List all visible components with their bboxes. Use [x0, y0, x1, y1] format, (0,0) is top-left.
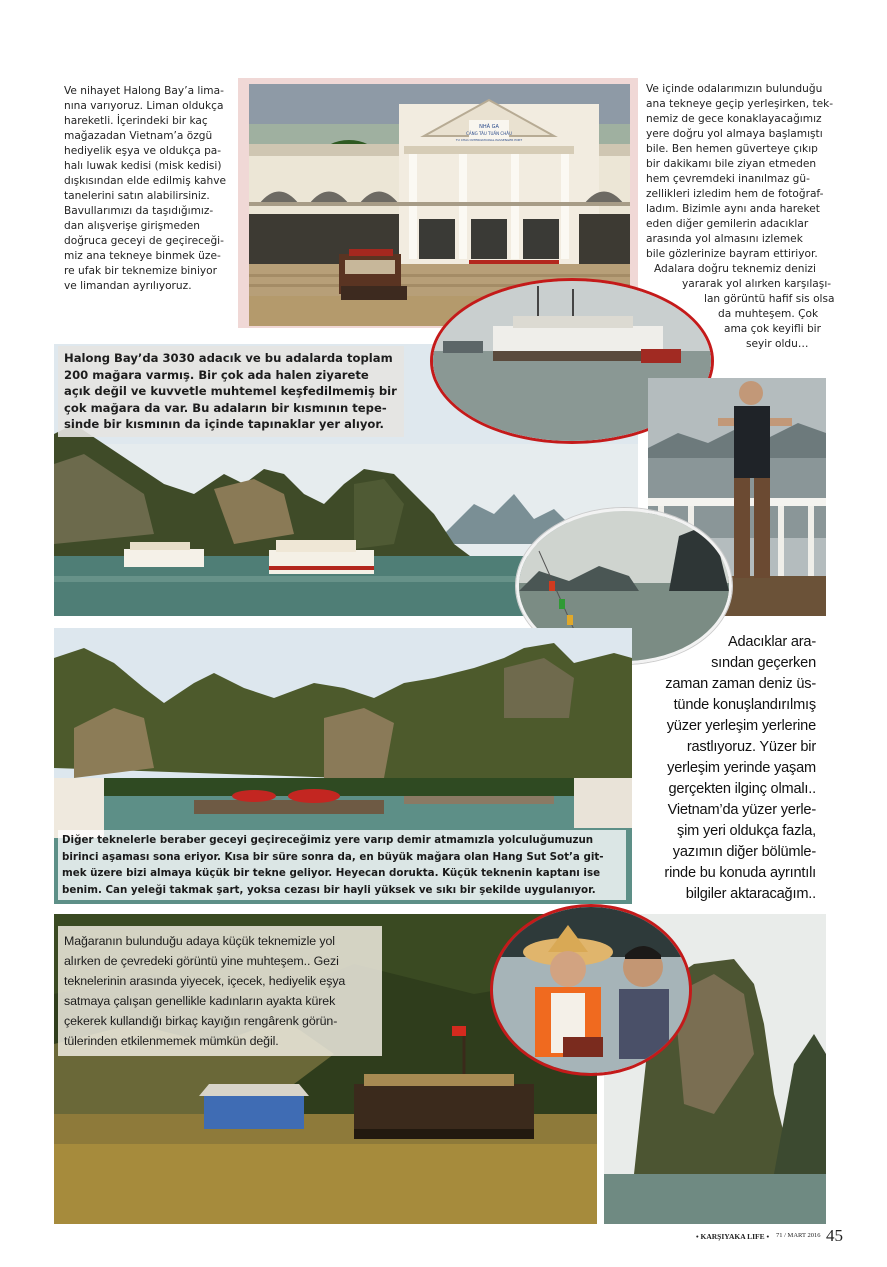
caption-line: sinde bir kısmının da içinde tapınaklar yer alıyor.: [64, 417, 384, 431]
caption-line: çekerek kullandığı birkaç kayığın rengârenk görün-: [64, 1014, 338, 1028]
caption-line: çok mağara da var. Bu adaların bir kısmının tepe-: [64, 400, 387, 415]
islands-caption: [58, 346, 404, 437]
magazine-name: • KARŞIYAKA LIFE •: [696, 1232, 770, 1241]
text-line: zellikleri izledim hem de fotoğraf-: [646, 188, 824, 200]
page-number: 45: [826, 1226, 843, 1245]
text-line: bilgiler aktaracağım..: [685, 886, 816, 902]
caption-line: 200 mağara varmış. Bir çok ada halen ziyarete: [64, 367, 369, 382]
text-line: ana tekneye geçip yerleşirken, tek-: [646, 98, 834, 110]
text-line: ve limandan ayrılıyoruz.: [64, 280, 192, 292]
text-line: eden diğer gemilerin adacıklar: [646, 218, 809, 230]
text-line: yazımın diğer bölümle-: [672, 844, 816, 860]
text-line: yere doğru yol almaya başlamıştı: [646, 128, 823, 140]
text-line: seyir oldu…: [746, 338, 809, 350]
caption-line: benim. Can yeleği takmak şart, yoksa cezası bir hayli yüksek ve sıkı bir şekilde uygulanıyor.: [62, 883, 596, 896]
caption-line: açık değil ve kuvvetle muhtemel keşfedilmemiş bir: [64, 384, 397, 398]
text-line: Ve nihayet Halong Bay’a lima-: [64, 85, 224, 97]
text-line: ladım. Bizimle aynı anda hareket: [646, 203, 820, 215]
caption-line: birinci aşaması sona eriyor. Kısa bir süre sonra da, en büyük mağara olan Hang Sut Sot’a git-: [62, 850, 604, 863]
text-line: yerleşim yerinde yaşam: [667, 760, 816, 776]
intro-text-left: [64, 84, 244, 294]
text-line: zaman zaman deniz üs-: [665, 676, 816, 692]
text-line: rastlıyoruz. Yüzer bir: [686, 739, 816, 755]
port-sign-line2: CẢNG TÀU TUẦN CHÂU: [466, 131, 512, 136]
text-line: nemiz de gece konaklayacağımız: [646, 113, 822, 125]
caption-line: tülerinden etkilenmemek mümkün değil.: [64, 1034, 279, 1048]
text-line: lan görüntü hafif sis olsa: [704, 293, 835, 305]
caption-line: satmaya çalışan genellikle kadınların ayakta kürek: [64, 994, 336, 1008]
text-line: da muhteşem. Çok: [718, 308, 819, 320]
caption-line: Halong Bay’da 3030 adacık ve bu adalarda toplam: [64, 351, 393, 365]
port-sign-line1: NHÀ GA: [479, 124, 499, 130]
text-line: Adalara doğru teknemiz denizi: [654, 263, 816, 275]
text-line: tünde konuşlandırılmış: [673, 697, 816, 713]
text-line: rinde bu konuda ayrıntılı: [664, 865, 816, 881]
text-line: gerçekten ilginç olmalı..: [668, 781, 816, 797]
caption-line: teknelerinin arasında yiyecek, içecek, hediyelik eşya: [64, 974, 346, 988]
text-line: ama çok keyifli bir: [724, 323, 821, 335]
text-line: tanelerini satın alabilirsiniz.: [64, 190, 210, 202]
text-line: sından geçerken: [711, 655, 816, 671]
text-line: yüzer yerleşim yerlerine: [666, 718, 816, 734]
caption-line: alırken de çevredeki görüntü yine muhteşem.. Gezi: [64, 954, 339, 968]
text-line: dışkısından elde edilmiş kahve: [64, 175, 227, 187]
text-line: arasında yol almasını izlemek: [646, 233, 803, 245]
footer: [696, 1226, 848, 1248]
captain-portrait-photo: [490, 904, 692, 1076]
text-line: nına varıyoruz. Liman oldukça: [64, 100, 224, 112]
text-line: mağazadan Vietnam’a özgü: [64, 130, 213, 142]
floating-settlements-text: [632, 632, 816, 905]
text-line: miz ana tekneye binmek üze-: [64, 250, 221, 262]
issue-info: 71 / MART 2016: [776, 1232, 821, 1239]
text-line: halı luwak kedisi (misk kedisi): [64, 160, 222, 172]
text-line: hareketli. İçerindeki bir kaç: [64, 115, 208, 127]
port-sign-line3: TU CHAU INTERNATIONAL PASSENGER PORT: [455, 138, 523, 142]
caption-line: Diğer teknelerle beraber geceyi geçireceğimiz yere varıp demir atmamızla yolculuğumuzun: [62, 834, 594, 846]
text-line: bile. Ben hemen güverteye çıkıp: [646, 143, 818, 155]
text-line: yararak yol alırken karşılaşı-: [682, 278, 832, 290]
text-line: Adacıklar ara-: [727, 634, 816, 650]
cave-caption: [58, 926, 382, 1056]
text-line: Ve içinde odalarımızın bulunduğu: [646, 83, 823, 95]
text-line: bile gözlerinize bayram ettiriyor.: [646, 248, 818, 260]
text-line: bir dakikamı bile ziyan etmeden: [646, 158, 817, 170]
anchor-caption: [58, 830, 626, 900]
text-line: hem çevremdeki inanılmaz gü-: [646, 173, 810, 185]
caption-line: mek üzere bizi almaya küçük bir tekne geliyor. Heyecan dorukta. Küçük teknenin kaptanı ise: [62, 867, 601, 879]
text-line: şim yeri oldukça fazla,: [677, 823, 816, 839]
text-line: hediyelik eşya ve oldukça pa-: [64, 145, 222, 157]
text-line: doğruca geceyi de geçireceği-: [64, 235, 224, 247]
caption-line: Mağaranın bulunduğu adaya küçük teknemizle yol: [64, 934, 335, 948]
text-line: re ufak bir teknemize biniyor: [64, 265, 218, 277]
text-line: Bavullarımızı da taşıdığımız-: [64, 205, 214, 217]
text-line: dan alışverişe girişmeden: [64, 220, 200, 232]
text-line: Vietnam’da yüzer yerle-: [667, 802, 816, 818]
